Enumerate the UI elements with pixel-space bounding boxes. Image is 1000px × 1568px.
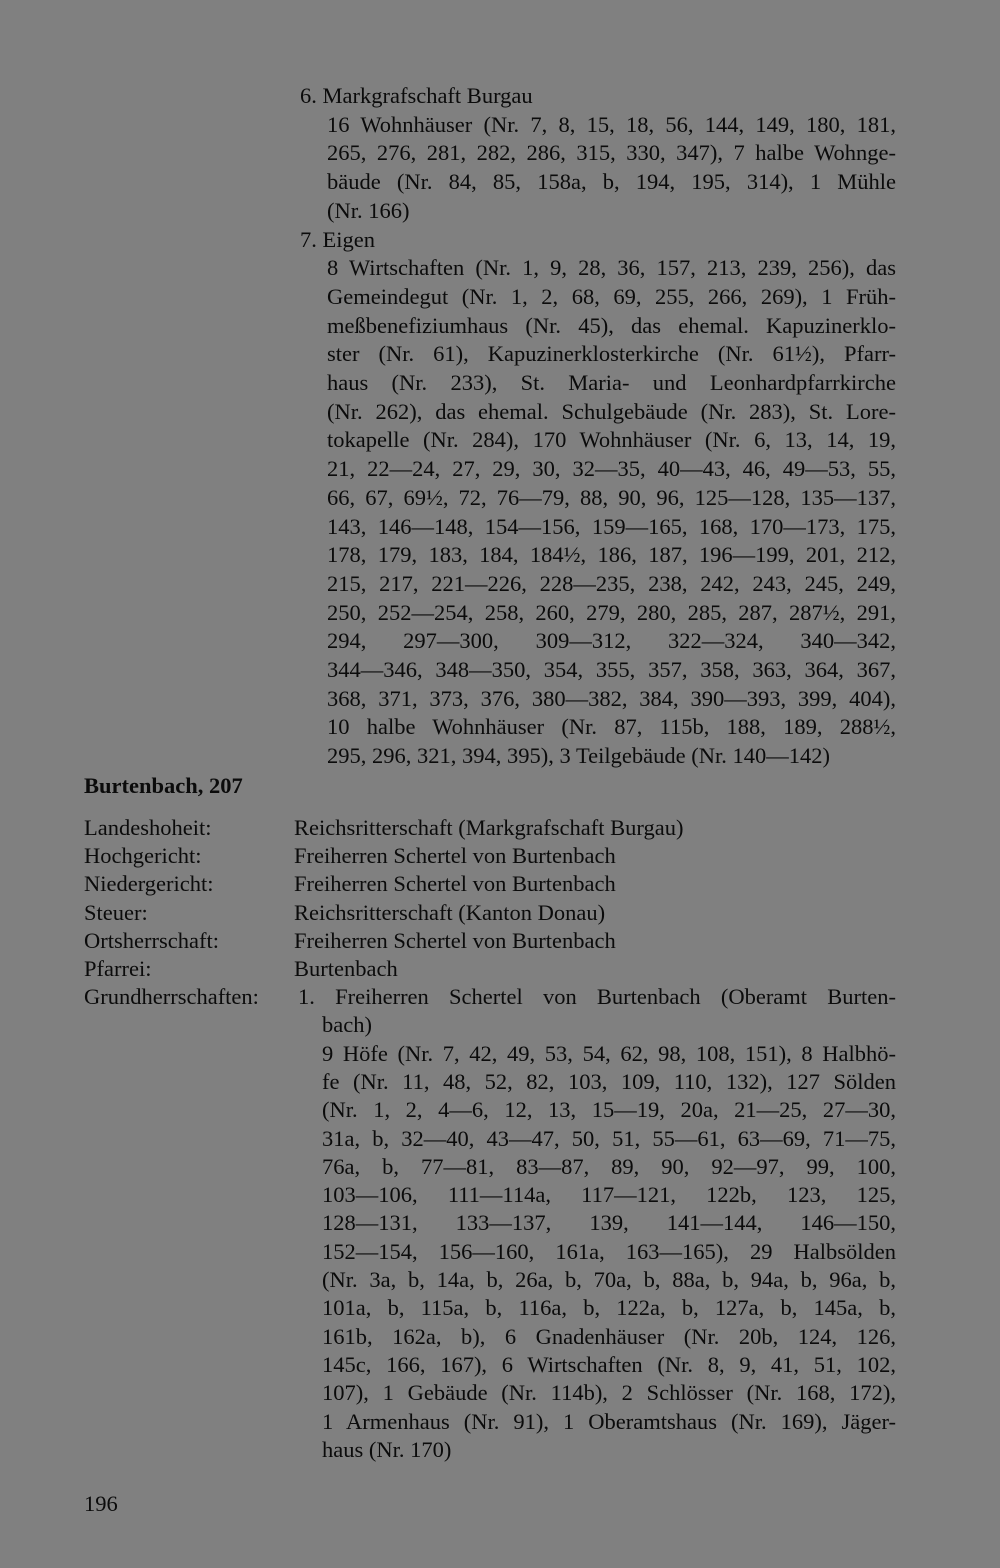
field-value: Freiherren Schertel von Burtenbach bbox=[294, 871, 616, 897]
section-text-line: 21, 22—24, 27, 29, 30, 32—35, 40—43, 46, 49—53, 55, bbox=[327, 456, 896, 482]
grundherrschaft-text-line: (Nr. 3a, b, 14a, b, 26a, b, 70a, b, 88a, b, 94a, b, 96a, b, bbox=[322, 1267, 896, 1292]
section-text-line: 215, 217, 221—226, 228—235, 238, 242, 243, 245, 249, bbox=[327, 570, 896, 596]
section-text-line: 294, 297—300, 309—312, 322—324, 340—342, bbox=[327, 628, 896, 654]
section-text-line: 66, 67, 69½, 72, 76—79, 88, 90, 96, 125—128, 135—137, bbox=[327, 484, 896, 510]
grundherrschaft-text-line: 128—131, 133—137, 139, 141—144, 146—150, bbox=[322, 1210, 896, 1236]
section-text-line: 8 Wirtschaften (Nr. 1, 9, 28, 36, 157, 213, 239, 256), das bbox=[327, 255, 896, 281]
field-value: Burtenbach bbox=[294, 956, 398, 981]
grundherrschaft-text-line: 31a, b, 32—40, 43—47, 50, 51, 55—61, 63—69, 71—75, bbox=[322, 1125, 896, 1151]
field-label: Hochgericht: bbox=[84, 843, 202, 869]
field-value: Freiherren Schertel von Burtenbach bbox=[294, 927, 616, 953]
section-text-line: 250, 252—254, 258, 260, 279, 280, 285, 287, 287½, 291, bbox=[327, 599, 896, 625]
section-text-line: ster (Nr. 61), Kapuzinerklosterkirche (Nr. 61½), Pfarr- bbox=[327, 341, 896, 367]
section-text-line: tokapelle (Nr. 284), 170 Wohnhäuser (Nr. 6, 13, 14, 19, bbox=[327, 427, 896, 453]
field-label: Ortsherrschaft: bbox=[84, 927, 219, 953]
grundherrschaft-text-line: 107), 1 Gebäude (Nr. 114b), 2 Schlösser (Nr. 168, 172), bbox=[322, 1380, 896, 1406]
grundherrschaft-text-line: 152—154, 156—160, 161a, 163—165), 29 Halbsölden bbox=[322, 1238, 896, 1264]
section-text-line: 368, 371, 373, 376, 380—382, 384, 390—393, 399, 404), bbox=[327, 685, 896, 711]
section-text-line: 143, 146—148, 154—156, 159—165, 168, 170—173, 175, bbox=[327, 513, 896, 539]
section-text-line: (Nr. 262), das ehemal. Schulgebäude (Nr. 283), St. Lore- bbox=[327, 398, 896, 424]
section-text-line: 10 halbe Wohnhäuser (Nr. 87, 115b, 188, 189, 288½, bbox=[327, 714, 896, 740]
grundherrschaft-text-line: 103—106, 111—114a, 117—121, 122b, 123, 125, bbox=[322, 1182, 896, 1208]
grundherrschaft-text-line: 76a, b, 77—81, 83—87, 89, 90, 92—97, 99, 100, bbox=[322, 1153, 896, 1179]
grundherrschaft-text-line: (Nr. 1, 2, 4—6, 12, 13, 15—19, 20a, 21—25, 27—30, bbox=[322, 1097, 896, 1123]
field-label: Landeshoheit: bbox=[84, 815, 212, 840]
entry-title: Burtenbach, 207 bbox=[84, 773, 243, 798]
section-text-line: haus (Nr. 233), St. Maria- und Leonhardpfarrkirche bbox=[327, 370, 896, 395]
grundherrschaft-text-line: 145c, 166, 167), 6 Wirtschaften (Nr. 8, 9, 41, 51, 102, bbox=[322, 1351, 896, 1377]
section-text-line: meßbenefiziumhaus (Nr. 45), das ehemal. Kapuzinerklo- bbox=[327, 312, 896, 338]
field-value: Reichsritterschaft (Markgrafschaft Burgau) bbox=[294, 815, 684, 840]
section-heading: 6. Markgrafschaft Burgau bbox=[300, 83, 533, 108]
field-value: Reichsritterschaft (Kanton Donau) bbox=[294, 899, 606, 925]
section-text-line: 265, 276, 281, 282, 286, 315, 330, 347), 7 halbe Wohnge- bbox=[327, 140, 896, 166]
section-text-line: 178, 179, 183, 184, 184½, 186, 187, 196—199, 201, 212, bbox=[327, 542, 896, 568]
field-label: Niedergericht: bbox=[84, 871, 214, 897]
section-text-line: 16 Wohnhäuser (Nr. 7, 8, 15, 18, 56, 144, 149, 180, 181, bbox=[327, 111, 896, 137]
field-value: Freiherren Schertel von Burtenbach bbox=[294, 843, 616, 869]
field-label: Steuer: bbox=[84, 899, 148, 925]
section-text-line: Gemeindegut (Nr. 1, 2, 68, 69, 255, 266, 269), 1 Früh- bbox=[327, 283, 896, 309]
grundherrschaft-text-line: 161b, 162a, b), 6 Gnadenhäuser (Nr. 20b, 124, 126, bbox=[322, 1323, 896, 1349]
grundherrschaft-text-line: 101a, b, 115a, b, 116a, b, 122a, b, 127a, b, 145a, b, bbox=[322, 1295, 896, 1321]
section-text-line: bäude (Nr. 84, 85, 158a, b, 194, 195, 314), 1 Mühle bbox=[327, 169, 896, 195]
field-label: Pfarrei: bbox=[84, 956, 152, 981]
section-text-line: (Nr. 166) bbox=[327, 197, 410, 223]
section-text-line: 344—346, 348—350, 354, 355, 357, 358, 363, 364, 367, bbox=[327, 657, 896, 682]
grundherrschaft-text-line: haus (Nr. 170) bbox=[322, 1436, 452, 1462]
grundherrschaft-heading: 1. Freiherren Schertel von Burtenbach (Oberamt Burten- bbox=[298, 984, 896, 1009]
page-number: 196 bbox=[84, 1491, 118, 1516]
field-label: Grundherrschaften: bbox=[84, 984, 259, 1009]
section-heading: 7. Eigen bbox=[300, 226, 375, 252]
grundherrschaft-text-line: 9 Höfe (Nr. 7, 42, 49, 53, 54, 62, 98, 108, 151), 8 Halbhö- bbox=[322, 1040, 896, 1066]
grundherrschaft-text-line: 1 Armenhaus (Nr. 91), 1 Oberamtshaus (Nr. 169), Jäger- bbox=[322, 1408, 896, 1434]
grundherrschaft-text-line: fe (Nr. 11, 48, 52, 82, 103, 109, 110, 132), 127 Sölden bbox=[322, 1068, 896, 1094]
grundherrschaft-heading-cont: bach) bbox=[322, 1012, 372, 1038]
section-text-line: 295, 296, 321, 394, 395), 3 Teilgebäude (Nr. 140—142) bbox=[327, 743, 830, 769]
